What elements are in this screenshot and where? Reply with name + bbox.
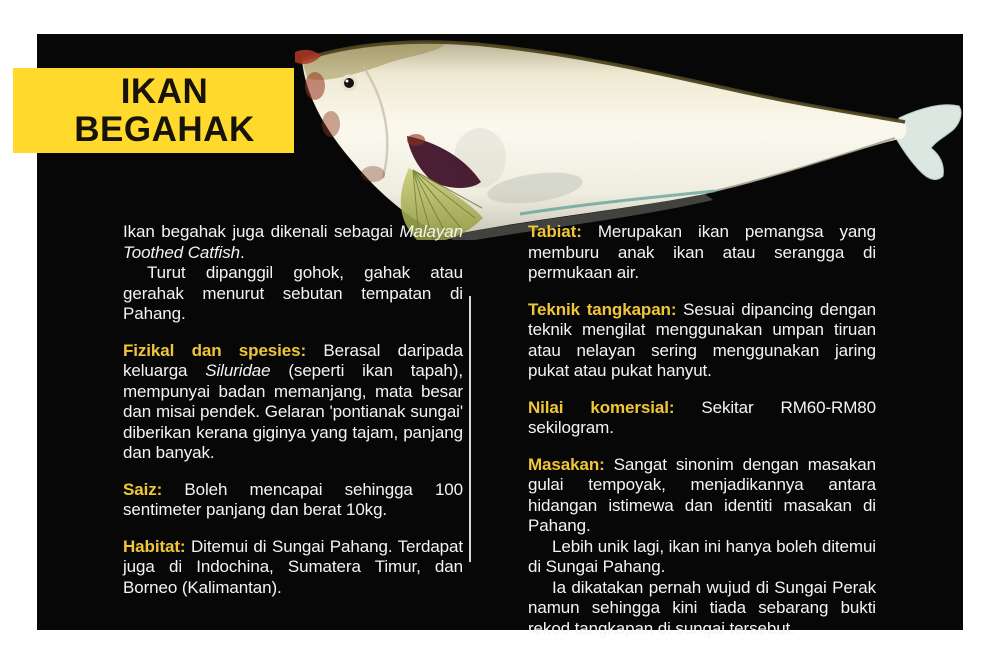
paragraph-habitat: [123, 537, 463, 599]
section-label-saiz: Saiz:: [123, 479, 163, 499]
fish-photo: [285, 38, 985, 240]
saiz-text: Boleh mencapai sehingga 100 sentimeter panjang dan berat 10kg.: [123, 479, 464, 519]
paragraph-teknik: [528, 300, 876, 382]
paragraph-masakan-2: Lebih unik lagi, ikan ini hanya boleh ditemui di Sungai Pahang.: [528, 536, 876, 576]
intro-period: .: [239, 242, 245, 262]
paragraph-saiz: [123, 480, 463, 521]
section-label-nilai: Nilai komersial:: [528, 397, 675, 417]
fish-body: [302, 42, 906, 236]
left-column: [123, 222, 463, 598]
page-title-line2: BEGAHAK: [74, 109, 255, 149]
habitat-text: Ditemui di Sungai Pahang. Terdapat juga di Indochina, Sumatera Timur, dan Borneo (Kalimantan).: [123, 536, 464, 597]
nilai-text: Sekitar RM60-RM80 sekilogram.: [528, 397, 876, 437]
intro-text: Ikan begahak juga dikenali sebagai: [123, 222, 400, 241]
fizikal-text2: (seperti ikan tapah), mempunyai badan memanjang, mata besar dan misai pendek. Gelaran 'pontianak sungai' diberikan kerana giginya yang tajam, panjang dan banyak.: [123, 361, 463, 462]
column-divider: [469, 296, 471, 562]
section-label-teknik: Teknik tangkapan:: [528, 299, 677, 319]
masakan-text: Sangat sinonim dengan masakan gulai tempoyak, menjadikannya antara hidangan istimewa dan identiti masakan di Pahang.: [528, 454, 876, 535]
pectoral-fin-edge: [407, 134, 425, 146]
paragraph-nilai: [528, 398, 876, 439]
paragraph-local-names: Turut dipanggil gohok, gahak atau gerahak menurut sebutan tempatan di Pahang.: [123, 263, 463, 323]
fizikal-text: Berasal daripada keluarga: [123, 340, 463, 380]
intro-species-name: Malayan Toothed Catfish: [123, 222, 463, 262]
fish-eye-highlight: [346, 80, 349, 83]
fish-illustration: [285, 38, 985, 240]
paragraph-tabiat: [528, 222, 876, 284]
paragraph-fizikal: [123, 341, 463, 464]
page-title-line1: IKAN: [120, 71, 209, 111]
paragraph-masakan: [528, 455, 876, 537]
section-label-fizikal: Fizikal dan spesies:: [123, 340, 307, 360]
paragraph-intro: [123, 222, 463, 263]
section-label-habitat: Habitat:: [123, 536, 186, 556]
head-blotch: [361, 166, 385, 182]
title-banner: [13, 68, 294, 153]
teknik-text: Sesuai dipancing dengan teknik mengilat menggunakan umpan tiruan atau nelayan sering menggunakan jaring pukat atau pukat hanyut.: [528, 299, 876, 380]
section-label-masakan: Masakan:: [528, 454, 605, 474]
fizikal-family-name: Siluridae: [205, 361, 271, 380]
head-blotch: [322, 111, 340, 137]
paragraph-masakan-3: Ia dikatakan pernah wujud di Sungai Perak namun sehingga kini tiada sebarang bukti rekod tangkapan di sungai tersebut.: [528, 577, 876, 638]
page-title: [74, 73, 254, 149]
tail-fin: [897, 105, 961, 180]
section-label-tabiat: Tabiat:: [528, 222, 582, 241]
fish-eye-pupil: [344, 78, 354, 88]
tabiat-text: Merupakan ikan pemangsa yang memburu anak ikan atau serangga di permukaan air.: [528, 222, 876, 282]
head-blotch: [305, 72, 325, 100]
right-column: [528, 222, 876, 639]
